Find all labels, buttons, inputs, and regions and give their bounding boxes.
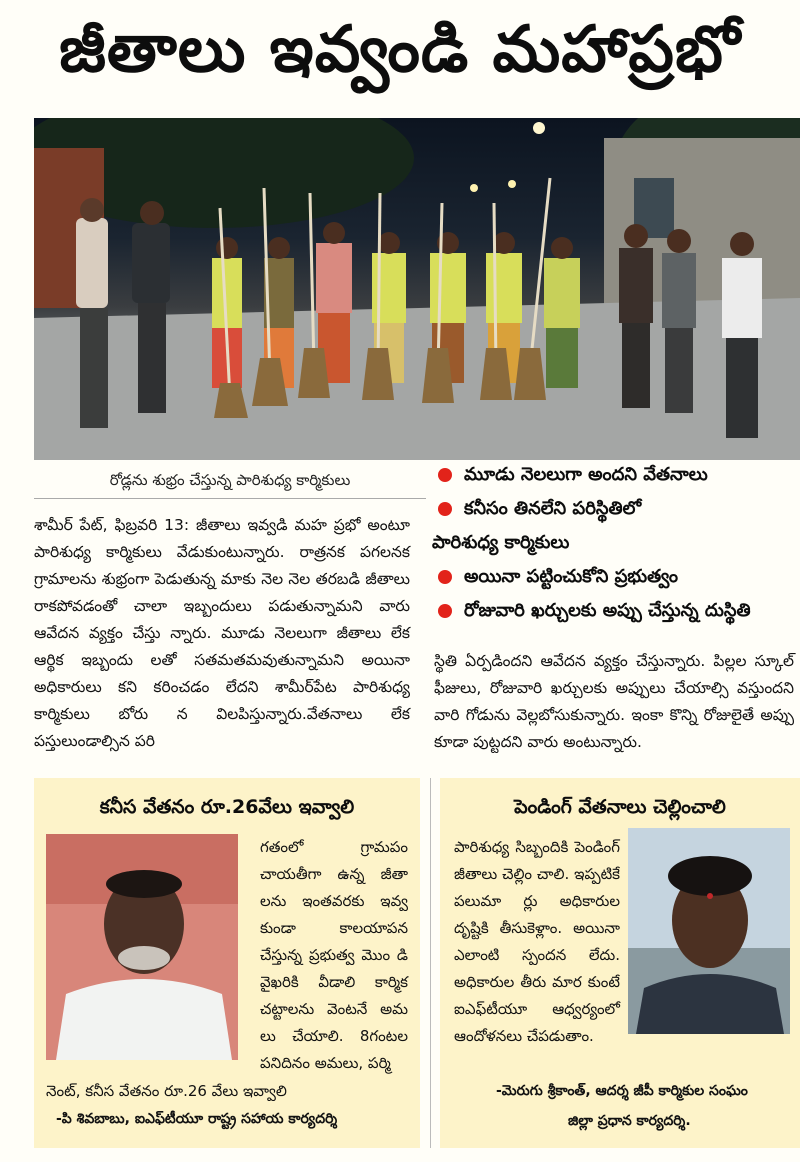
quote-box-title: కనీస వేతనం రూ.26వేలు ఇవ్వాలి xyxy=(99,796,355,818)
highlight-item: అయినా పట్టించుకోని ప్రభుత్వం xyxy=(432,560,800,594)
quote-text-narrow: గతంలో గ్రామపం చాయతీగా ఉన్న జీతా లను ఇంతవరకు ఇవ్వ కుండా కాలయాపన చేస్తున్న ప్రభుత్వ మొం డి వైఖరికి వీడాలి కార్మిక చట్టాలను వెంటనే అమ లు చేయాలి. 8గంటల పనిదినం అమలు, పర్మి xyxy=(260,838,408,1072)
portrait-photo-srikanth xyxy=(628,828,790,1034)
column-divider xyxy=(430,778,431,1148)
photo-caption: రోడ్లను శుభ్రం చేస్తున్న పారిశుధ్య కార్మికులు xyxy=(34,466,426,499)
highlight-item: కనీసం తినలేని పరిస్థితిలో xyxy=(432,492,800,526)
portrait-photo-sivababu xyxy=(46,834,238,1060)
portrait-illustration xyxy=(628,828,790,1034)
highlight-item-continuation: పారిశుధ్య కార్మికులు xyxy=(432,532,570,553)
bullet-dot-icon xyxy=(438,570,452,584)
bullet-dot-icon xyxy=(438,604,452,618)
highlight-item: మూడు నెలలుగా అందని వేతనాలు xyxy=(432,458,800,492)
article-body-left: శామీర్ పేట్, ఫిబ్రవరి 13: జీతాలు ఇవ్వడి మహ ప్రభో అంటూ పారిశుధ్య కార్మికులు వేడుకుంటున్నారు. రాత్రనక పగలనక గ్రామాలను శుభ్రంగా పెడుతున్న మాకు నెల నెల తరబడి జీతాలు రాకపోవడంతో చాలా ఇబ్బందులు పడుతున్నామని వారు ఆవేదన వ్యక్తం చేస్తు న్నారు. మూడు నెలలుగా జీతాలు లేక ఆర్థిక ఇబ్బందు లతో సతమతమవుతున్నామని అయినా అధికారులు కని కరించడం లేదని శామీర్‌పేట పారిశుధ్య కార్మికులు బోరు న విలపిస్తున్నారు.వేతనాలు లేక పస్తులుండాల్సిన పరి xyxy=(34,516,410,750)
headline: జీతాలు ఇవ్వండి మహాప్రభో xyxy=(59,13,741,87)
quote-text-wide: నెంట్, కనీస వేతనం రూ.26 వేలు ఇవ్వాలి xyxy=(46,1082,287,1100)
night-street-illustration xyxy=(34,118,800,460)
quote-box-left xyxy=(34,778,420,1148)
quote-text: పారిశుధ్య సిబ్బందికి పెండింగ్ జీతాలు చెల్లిం చాలి. ఇప్పటికే పలుమా ర్లు అధికారుల దృష్టికి తీసుకెళ్లాం. అయినా ఎలాంటి స్పందన లేదు. అధికారుల తీరు మార కుంటే ఐఎఫ్‌టీయూ ఆధ్వర్యంలో ఆందోళనలు చేపడుతాం. xyxy=(454,838,620,1045)
quote-attribution: -మెరుగు శ్రీకాంత్, ఆదర్శ జీపీ కార్మికుల సంఘం xyxy=(496,1083,748,1099)
highlight-item: రోజువారి ఖర్చులకు అప్పు చేస్తున్న దుస్థితి xyxy=(432,594,800,628)
quote-box-right xyxy=(440,778,800,1148)
quote-box-title: పెండింగ్ వేతనాలు చెల్లించాలి xyxy=(514,796,726,818)
portrait-illustration xyxy=(46,834,238,1060)
bullet-dot-icon xyxy=(438,468,452,482)
bullet-dot-icon xyxy=(438,502,452,516)
quote-attribution-role: జిల్లా ప్రధాన కార్యదర్శి. xyxy=(568,1113,691,1129)
article-body-right: స్థితి ఏర్పడిందని ఆవేదన వ్యక్తం చేస్తున్నారు. పిల్లల స్కూల్ ఫీజులు, రోజువారి ఖర్చులకు అప్పులు చేయాల్సి వస్తుందని వారి గోడును వెల్లబోసుకున్నారు. ఇంకా కొన్ని రోజులైతే అప్పు కూడా పుట్టదని వారు అంటున్నారు. xyxy=(434,652,794,751)
highlights-list xyxy=(432,458,800,628)
sanitation-workers-photo xyxy=(34,118,800,460)
quote-attribution: -పి శివబాబు, ఐఎఫ్‌టీయూ రాష్ట్ర సహాయ కార్యదర్శి xyxy=(56,1111,338,1127)
